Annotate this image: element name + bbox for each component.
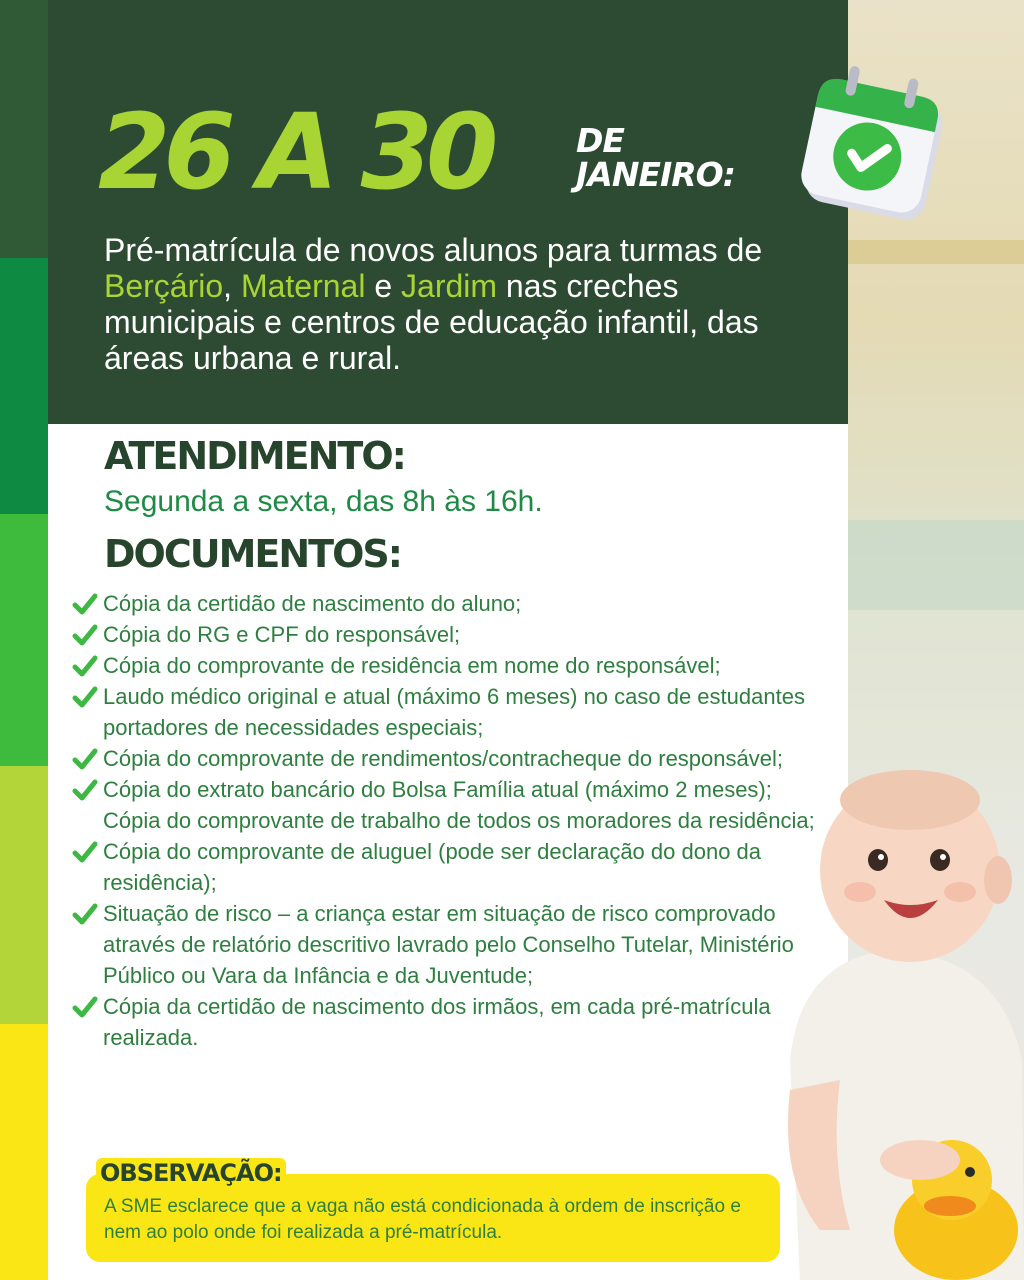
documents-list	[72, 588, 832, 1053]
highlight-bercario: Berçário	[104, 268, 224, 304]
observation-text: A SME esclarece que a vaga não está condicionada à ordem de inscrição e nem ao polo onde foi realizada a pré-matrícula.	[104, 1196, 741, 1243]
intro-sep1: ,	[223, 268, 241, 304]
date-month-name: JANEIRO:	[576, 155, 735, 194]
document-text: Laudo médico original e atual (máximo 6 meses) no caso de estudantes portadores de necessidades especiais;	[103, 684, 805, 740]
document-text: Cópia da certidão de nascimento dos irmãos, em cada pré-matrícula realizada.	[103, 994, 771, 1050]
stripe-dark-green	[0, 0, 48, 258]
stripe-yellow	[0, 1024, 48, 1280]
check-icon	[72, 902, 98, 926]
list-item	[72, 650, 832, 681]
stripe-light-green	[0, 514, 48, 766]
list-item	[72, 898, 832, 991]
list-item	[72, 743, 832, 774]
check-icon	[72, 778, 98, 802]
date-range: 26 A 30	[98, 91, 492, 213]
list-item	[72, 991, 832, 1053]
list-item	[72, 619, 832, 650]
list-item	[72, 836, 832, 898]
documentos-title: DOCUMENTOS:	[104, 532, 401, 576]
check-icon	[72, 623, 98, 647]
document-text: Cópia do comprovante de aluguel (pode ser declaração do dono da residência);	[103, 839, 762, 895]
list-item	[72, 588, 832, 619]
intro-part2: nas creches municipais e centros de educação infantil, das áreas urbana e rural.	[104, 268, 759, 376]
check-icon	[72, 747, 98, 771]
document-text: Cópia da certidão de nascimento do aluno;	[103, 591, 522, 616]
calendar-check-icon	[790, 64, 960, 224]
stripe-lime	[0, 766, 48, 1024]
check-icon	[72, 685, 98, 709]
list-item	[72, 681, 832, 743]
date-de: DE	[576, 121, 624, 160]
document-text: Cópia do extrato bancário do Bolsa Família atual (máximo 2 meses); Cópia do comprovante de trabalho de todos os moradores da residência;	[103, 777, 815, 833]
background-window	[848, 520, 1024, 610]
check-icon	[72, 592, 98, 616]
date-month	[576, 121, 735, 194]
observation-title: OBSERVAÇÃO:	[96, 1158, 286, 1188]
list-item	[72, 774, 832, 836]
document-text: Cópia do RG e CPF do responsável;	[103, 622, 461, 647]
background-shelf	[848, 240, 1024, 264]
intro-part1: Pré-matrícula de novos alunos para turmas de	[104, 232, 763, 268]
highlight-jardim: Jardim	[401, 268, 498, 304]
stripe-green	[0, 258, 48, 514]
check-icon	[72, 654, 98, 678]
baby-photo	[760, 760, 1024, 1280]
atendimento-text: Segunda a sexta, das 8h às 16h.	[104, 485, 543, 518]
check-icon	[72, 840, 98, 864]
document-text: Situação de risco – a criança estar em situação de risco comprovado através de relatório descritivo lavrado pelo Conselho Tutelar, Ministério Público ou Vara da Infância e da Juventude;	[103, 901, 794, 988]
document-text: Cópia do comprovante de residência em nome do responsável;	[103, 653, 721, 678]
highlight-maternal: Maternal	[240, 268, 366, 304]
intro-text	[104, 232, 834, 376]
atendimento-title: ATENDIMENTO:	[104, 434, 405, 478]
check-icon	[72, 995, 98, 1019]
document-text: Cópia do comprovante de rendimentos/contracheque do responsável;	[103, 746, 783, 771]
intro-sep2: e	[365, 268, 402, 304]
